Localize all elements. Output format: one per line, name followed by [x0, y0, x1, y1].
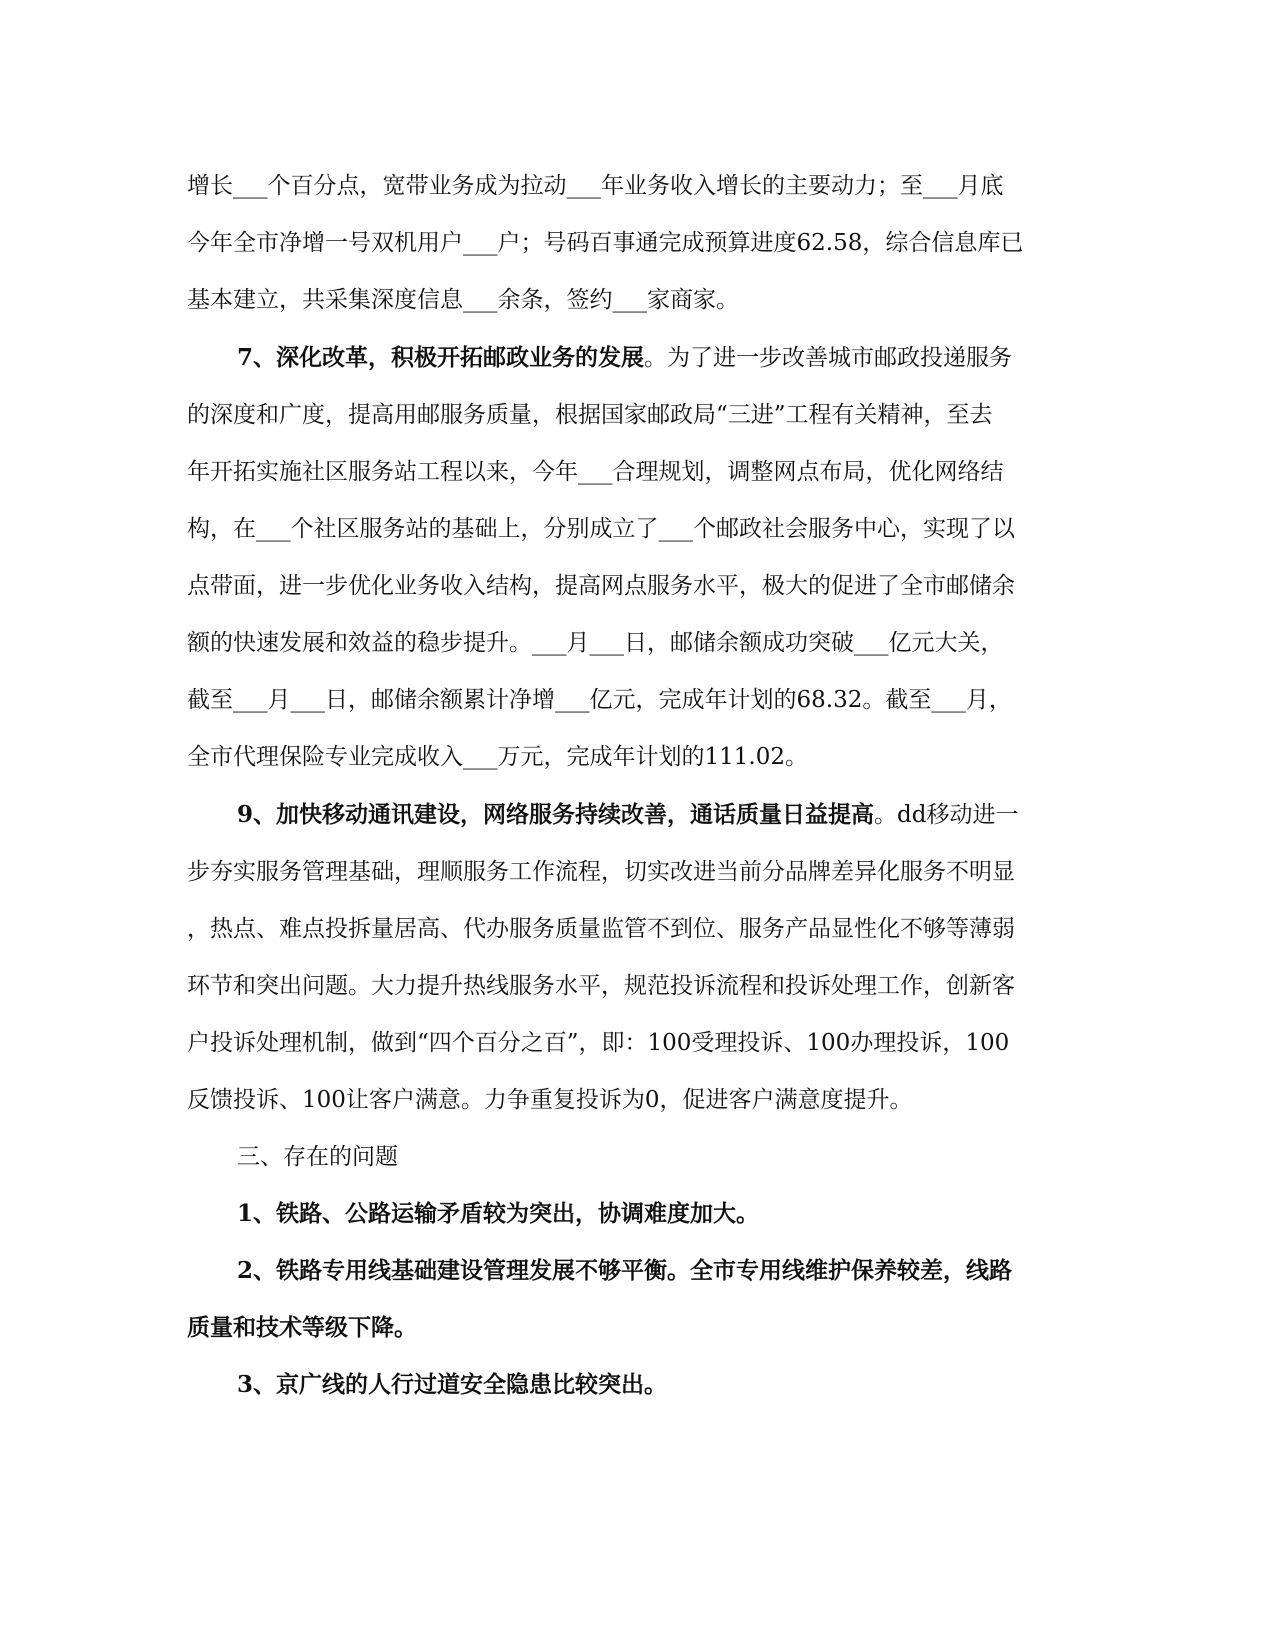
issue-3: 3、京广线的人行过道安全隐患比较突出。 [237, 1371, 668, 1398]
paragraph-line: 今年全市净增一号双机用户___户；号码百事通完成预算进度62.58，综合信息库已 [187, 230, 1024, 256]
paragraph-line: 的深度和广度，提高用邮服务质量，根据国家邮政局“三进”工程有关精神，至去 [187, 402, 993, 428]
issue-2: 2、铁路专用线基础建设管理发展不够平衡。全市专用线维护保养较差，线路 [237, 1257, 1013, 1284]
section-7-heading: 7、深化改革，积极开拓邮政业务的发展 [237, 344, 645, 371]
paragraph-line: 截至___月___日，邮储余额累计净增___亿元，完成年计划的68.32。截至___月， [187, 687, 1012, 713]
paragraph-line: 构，在___个社区服务站的基础上，分别成立了___个邮政社会服务中心，实现了以 [187, 516, 1015, 542]
section-3-title: 三、存在的问题 [237, 1144, 398, 1170]
paragraph-line: 步夯实服务管理基础，理顺服务工作流程，切实改进当前分品牌差异化服务不明显 [187, 859, 1015, 885]
section-7-heading-line: 7、深化改革，积极开拓邮政业务的发展。为了进一步改善城市邮政投递服务 [237, 344, 1013, 371]
paragraph-line: 环节和突出问题。大力提升热线服务水平，规范投诉流程和投诉处理工作，创新客 [187, 973, 1015, 999]
issue-2-continued: 质量和技术等级下降。 [187, 1314, 417, 1341]
issue-1: 1、铁路、公路运输矛盾较为突出，协调难度加大。 [237, 1200, 760, 1227]
paragraph-line: 户投诉处理机制，做到“四个百分之百”，即：100受理投诉、100办理投诉，100 [187, 1030, 1010, 1056]
paragraph-line: 额的快速发展和效益的稳步提升。___月___日，邮储余额成功突破___亿元大关， [187, 630, 1004, 656]
paragraph-line: 反馈投诉、100让客户满意。力争重复投诉为0，促进客户满意度提升。 [187, 1087, 913, 1113]
paragraph-line: 年开拓实施社区服务站工程以来，今年___合理规划，调整网点布局，优化网络结 [187, 459, 1004, 485]
paragraph-line: 基本建立，共采集深度信息___余条，签约___家商家。 [187, 287, 739, 313]
section-9-heading-line: 9、加快移动通讯建设，网络服务持续改善，通话质量日益提高。dd移动进一 [237, 801, 1019, 828]
section-9-heading: 9、加快移动通讯建设，网络服务持续改善，通话质量日益提高 [237, 801, 875, 828]
paragraph-line: ，热点、难点投拆量居高、代办服务质量监管不到位、服务产品显性化不够等薄弱 [187, 916, 1015, 942]
paragraph-line: 点带面，进一步优化业务收入结构，提高网点服务水平，极大的促进了全市邮储余 [187, 573, 1015, 599]
paragraph-line: 增长___个百分点，宽带业务成为拉动___年业务收入增长的主要动力；至___月底 [187, 173, 1004, 199]
paragraph-line: 全市代理保险专业完成收入___万元，完成年计划的111.02。 [187, 744, 808, 770]
